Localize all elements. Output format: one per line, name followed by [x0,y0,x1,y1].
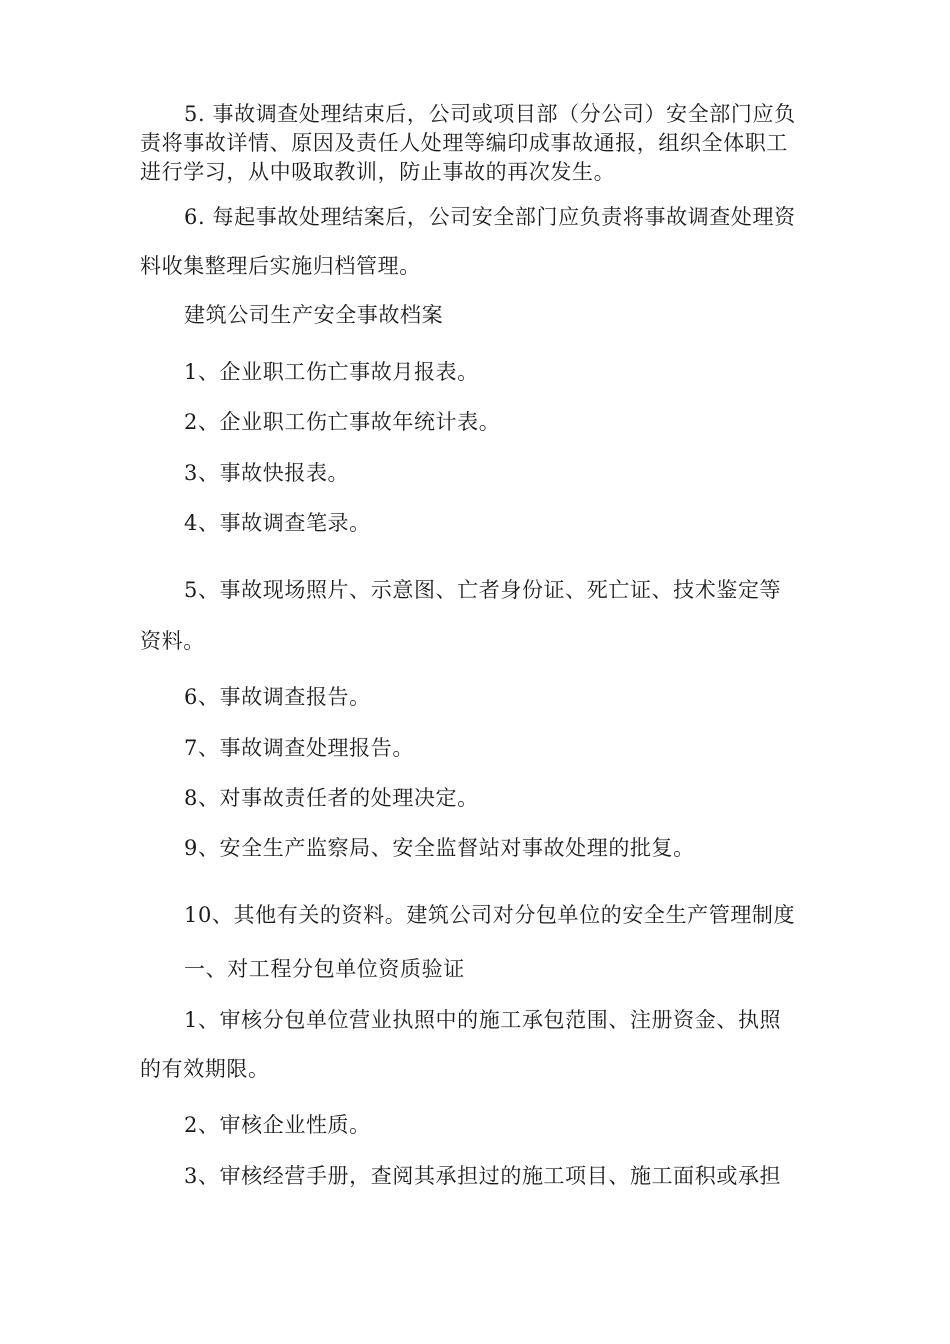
paragraph-line: 进行学习，从中吸取教训，防止事故的再次发生。 [140,160,616,184]
list-item: 7、事故调查处理报告。 [184,736,414,760]
list-item: 3、审核经营手册，查阅其承担过的施工项目、施工面积或承担 [184,1164,782,1188]
paragraph-line: 6. 每起事故处理结案后，公司安全部门应负责将事故调查处理资 [184,205,796,229]
list-item: 8、对事故责任者的处理决定。 [184,786,479,810]
list-item: 2、企业职工伤亡事故年统计表。 [184,410,501,434]
list-item: 1、企业职工伤亡事故月报表。 [184,360,479,384]
list-item: 10、其他有关的资料。建筑公司对分包单位的安全生产管理制度 [184,903,796,927]
list-item-continued: 资料。 [140,629,205,653]
paragraph-line: 5. 事故调查处理结束后，公司或项目部（分公司）安全部门应负 [184,102,796,126]
section-title: 建筑公司生产安全事故档案 [184,303,444,327]
list-item: 3、事故快报表。 [184,461,350,485]
list-item: 1、审核分包单位营业执照中的施工承包范围、注册资金、执照 [184,1008,782,1032]
paragraph-line: 责将事故详情、原因及责任人处理等编印成事故通报，组织全体职工 [140,131,788,155]
list-item: 6、事故调查报告。 [184,685,371,709]
list-item-continued: 的有效期限。 [140,1057,270,1081]
list-item: 4、事故调查笔录。 [184,511,371,535]
list-item: 5、事故现场照片、示意图、亡者身份证、死亡证、技术鉴定等 [184,578,782,602]
list-item: 2、审核企业性质。 [184,1113,371,1137]
list-item: 9、安全生产监察局、安全监督站对事故处理的批复。 [184,836,695,860]
paragraph-line: 料收集整理后实施归档管理。 [140,254,421,278]
section-title: 一、对工程分包单位资质验证 [184,957,465,981]
